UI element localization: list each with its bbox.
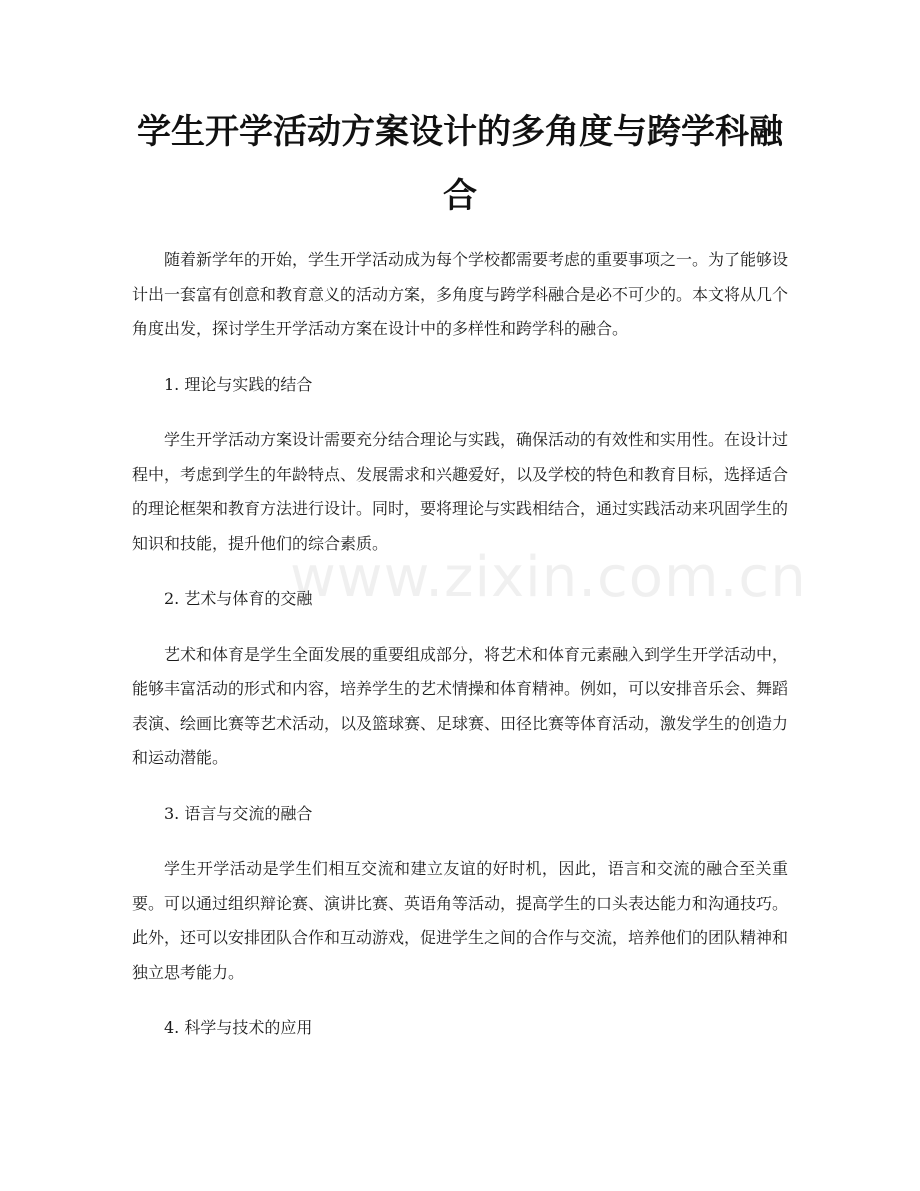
section-heading-2: 2. 艺术与体育的交融 bbox=[164, 589, 313, 608]
section-paragraph-2: 艺术和体育是学生全面发展的重要组成部分，将艺术和体育元素融入到学生开学活动中，能够丰富活动的形式和内容，培养学生的艺术情操和体育精神。例如，可以安排音乐会、舞蹈表演、绘画比赛等艺术活动，以及篮球赛、足球赛、田径比赛等体育活动，激发学生的创造力和运动潜能。 bbox=[132, 644, 789, 767]
section-paragraph-1: 学生开学活动方案设计需要充分结合理论与实践，确保活动的有效性和实用性。在设计过程中，考虑到学生的年龄特点、发展需求和兴趣爱好，以及学校的特色和教育目标，选择适合的理论框架和教育方法进行设计。同时，要将理论与实践相结合，通过实践活动来巩固学生的知识和技能，提升他们的综合素质。 bbox=[132, 430, 789, 553]
intro-paragraph: 随着新学年的开始，学生开学活动成为每个学校都需要考虑的重要事项之一。为了能够设计出一套富有创意和教育意义的活动方案，多角度与跨学科融合是必不可少的。本文将从几个角度出发，探讨学生开学活动方案在设计中的多样性和跨学科的融合。 bbox=[132, 250, 789, 338]
section-paragraph-3: 学生开学活动是学生们相互交流和建立友谊的好时机，因此，语言和交流的融合至关重要。可以通过组织辩论赛、演讲比赛、英语角等活动，提高学生的口头表达能力和沟通技巧。此外，还可以安排团队合作和互动游戏，促进学生之间的合作与交流，培养他们的团队精神和独立思考能力。 bbox=[132, 859, 789, 982]
document-title: 学生开学活动方案设计的多角度与跨学科融合 bbox=[137, 112, 783, 216]
section-heading-1: 1. 理论与实践的结合 bbox=[164, 374, 313, 394]
section-heading-3: 3. 语言与交流的融合 bbox=[164, 803, 313, 823]
document-body bbox=[132, 243, 788, 1067]
watermark: www.zixin.com.cn bbox=[290, 545, 807, 610]
section-heading-4: 4. 科学与技术的应用 bbox=[164, 1018, 313, 1037]
